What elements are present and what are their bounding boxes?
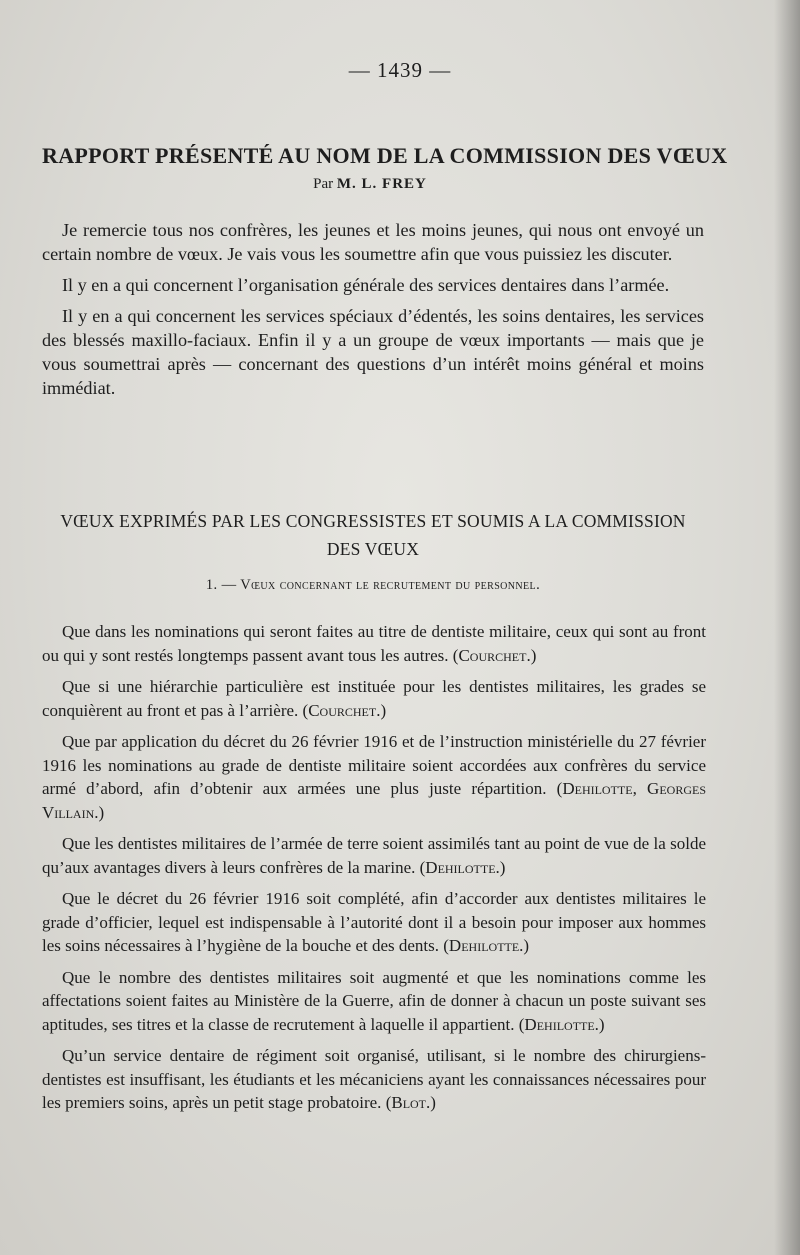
vow-paragraph <box>42 730 706 824</box>
vow-authors: (Dehilotte.) <box>419 857 506 877</box>
vow-authors: (Dehilotte, Georges Villain.) <box>42 779 706 822</box>
vow-text: Que le décret du 26 février 1916 soit complété, afin d’accorder aux dentistes militaires le grade d’officier, lequel est indispensable à l’autorité dont il a besoin pour imposer aux hommes les soins nécessaires à l’hygiène de la bouche et des dents. <box>42 889 706 955</box>
vows-list <box>42 620 706 1123</box>
vow-authors: (Blot.) <box>385 1093 436 1112</box>
vow-text: Que par application du décret du 26 février 1916 et de l’instruction ministérielle du 27 février 1916 les nominations au grade de dentiste militaire soient accordées aux confrères du service armé d’abord, afin d’obtenir aux armées une plus juste répartition. <box>42 732 706 798</box>
vow-text: Qu’un service dentaire de régiment soit organisé, utilisant, si le nombre des chirurgiens-dentistes est insuffisant, les étudiants et les mécaniciens ayant les connaissances nécessaires pour les premiers soins, après un petit stage probatoire. <box>42 1046 706 1112</box>
vow-authors: (Courchet.) <box>302 700 387 720</box>
report-title: RAPPORT PRÉSENTÉ AU NOM DE LA COMMISSION DES VŒUX <box>42 143 728 168</box>
intro-paragraph: Il y en a qui concernent l’organisation générale des services dentaires dans l’armée. <box>62 275 670 295</box>
vow-paragraph <box>42 620 706 667</box>
vow-paragraph <box>42 832 706 879</box>
byline <box>0 176 740 193</box>
page-number: — 1439 — <box>348 58 452 82</box>
vow-text: Que si une hiérarchie particulière est instituée pour les dentistes militaires, les grades se conquièrent au front et pas à l’arrière. <box>42 677 706 720</box>
vow-text: Que les dentistes militaires de l’armée de terre soient assimilés tant au point de vue de la solde qu’aux avantages divers à leurs confrères de la marine. <box>42 834 706 877</box>
byline-author: M. L. FREY <box>336 176 427 192</box>
intro-paragraph: Je remercie tous nos confrères, les jeunes et les moins jeunes, qui nous ont envoyé un certain nombre de vœux. Je vais vous les soumettre afin que vous puissiez les discuter. <box>42 220 704 264</box>
intro-text <box>42 218 704 407</box>
byline-prefix: Par <box>313 176 334 192</box>
vow-authors: (Dehilotte.) <box>518 1014 605 1034</box>
vow-paragraph <box>42 675 706 722</box>
section-heading <box>42 507 704 563</box>
vow-paragraph <box>42 966 706 1037</box>
vow-text: Que dans les nominations qui seront faites au titre de dentiste militaire, ceux qui sont au front ou qui y sont restés longtemps passent avant tous les autres. <box>42 622 706 665</box>
vow-text: Que le nombre des dentistes militaires soit augmenté et que les nominations comme les affectations soient faites au Ministère de la Guerre, afin de donner à chacun un poste suivant ses aptitudes, ses titres et la classe de recrutement à laquelle il appartient. <box>42 967 706 1034</box>
section-heading-line: VŒUX EXPRIMÉS PAR LES CONGRESSISTES ET SOUMIS A LA COMMISSION <box>60 511 686 531</box>
vow-paragraph <box>42 1044 706 1115</box>
vow-authors: (Courchet.) <box>452 645 537 665</box>
vow-authors: (Dehilotte.) <box>443 936 530 955</box>
subsection-heading: 1. — Vœux concernant le recrutement du personnel. <box>205 577 541 593</box>
section-heading-line: DES VŒUX <box>326 539 420 559</box>
intro-paragraph: Il y en a qui concernent les services spéciaux d’édentés, les soins dentaires, les services des blessés maxillo-faciaux. Enfin il y a un groupe de vœux importants — mais que je vous soumettrai après — concernant des questions d’un intérêt moins général et moins immédiat. <box>42 306 704 398</box>
vow-paragraph <box>42 887 706 958</box>
